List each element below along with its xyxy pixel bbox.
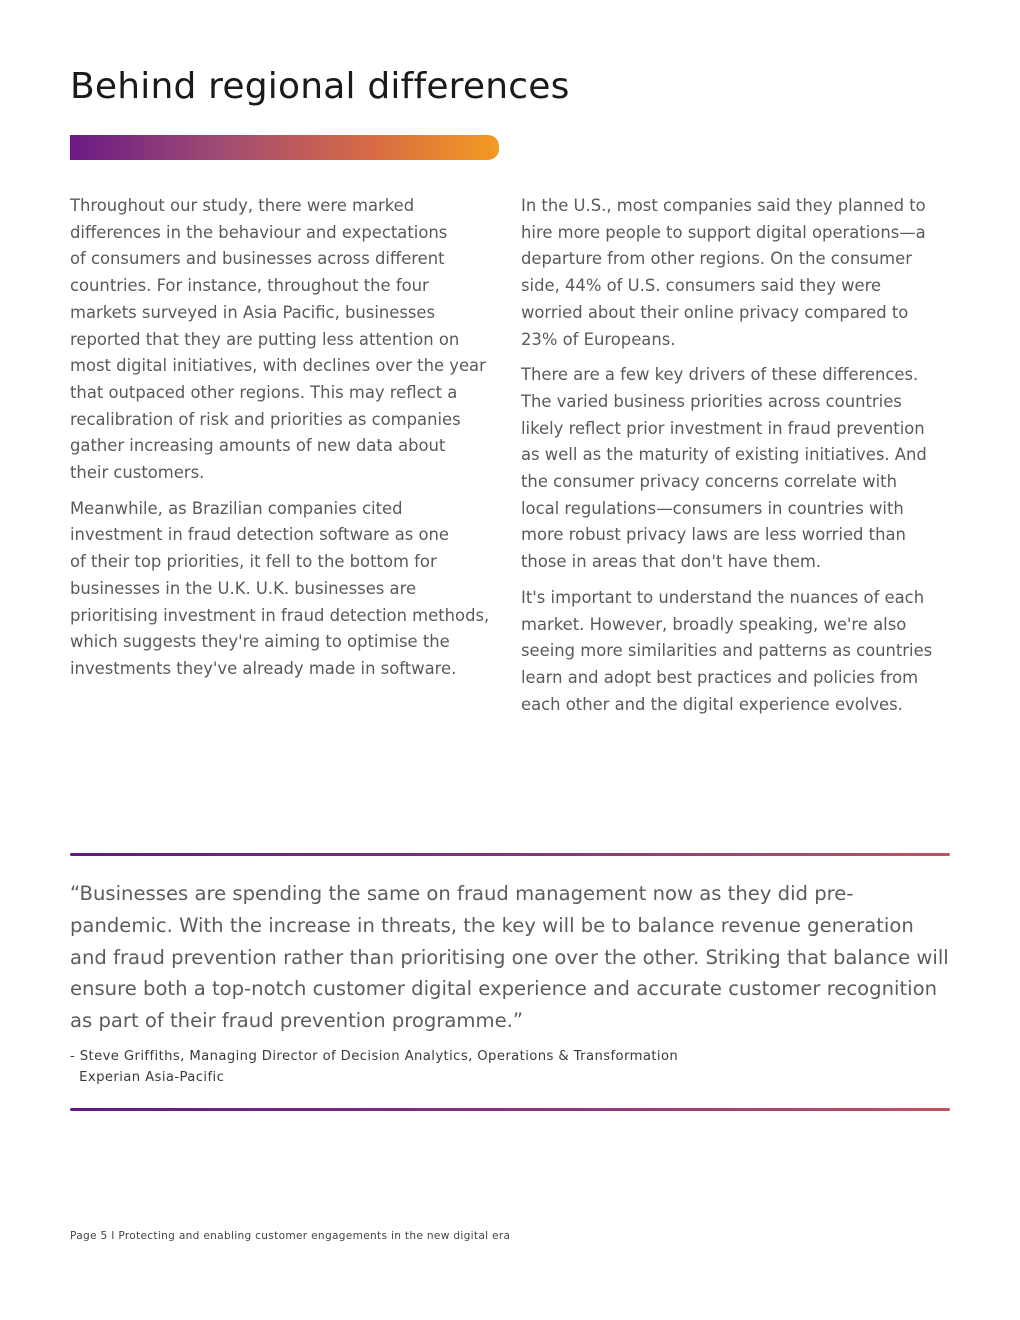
- title-gradient-bar: [70, 135, 499, 160]
- right-paragraph-3: It's important to understand the nuances of each market. However, broadly speaking, we're also seeing more similarities and patterns as countries learn and adopt best practices and policies from each other and the digital experience evolves.: [521, 587, 933, 714]
- pull-quote: “Businesses are spending the same on fraud management now as they did pre- pandemic. With the increase in threats, the key will be to balance revenue generation and fraud prevention rather than prioritising one over the other. Striking that balance will ensure both a top-notch customer digital experience and accurate customer recognition as part of their fraud prevention programme.”: [70, 882, 949, 1033]
- right-paragraph-1: In the U.S., most companies said they planned to hire more people to support digital operations—a departure from other regions. On the consumer side, 44% of U.S. consumers said they were worried about their online privacy compared to 23% of Europeans.: [521, 196, 926, 349]
- right-paragraph-2: There are a few key drivers of these differences. The varied business priorities across countries likely reflect prior investment in fraud prevention as well as the maturity of existing initiatives. And the consumer privacy concerns correlate with local regulations—consumers in countries with more robust privacy laws are less worried than those in areas that don't have them.: [521, 365, 927, 572]
- quote-divider-top: [70, 853, 950, 856]
- left-paragraph-1: Throughout our study, there were marked differences in the behaviour and expectations of consumers and businesses across different countries. For instance, throughout the four markets surveyed in Asia Pacific, businesses reported that they are putting less attention on most digital initiatives, with declines over the year that outpaced other regions. This may reflect a recalibration of risk and priorities as companies gather increasing amounts of new data about their customers.: [70, 196, 486, 483]
- left-paragraph-2: Meanwhile, as Brazilian companies cited investment in fraud detection software as one of their top priorities, it fell to the bottom for businesses in the U.K. U.K. businesses are prioritising investment in fraud detection methods, which suggests they're aiming to optimise the investments they've already made in software.: [70, 498, 490, 678]
- quote-attribution: - Steve Griffiths, Managing Director of Decision Analytics, Operations & Transformation Experian Asia-Pacific: [70, 1049, 679, 1085]
- quote-divider-bottom: [70, 1108, 950, 1111]
- left-column: [70, 193, 502, 692]
- page-footer: Page 5 I Protecting and enabling customer engagements in the new digital era: [70, 1230, 511, 1242]
- right-column: [521, 193, 953, 727]
- page-title: Behind regional differences: [70, 66, 570, 107]
